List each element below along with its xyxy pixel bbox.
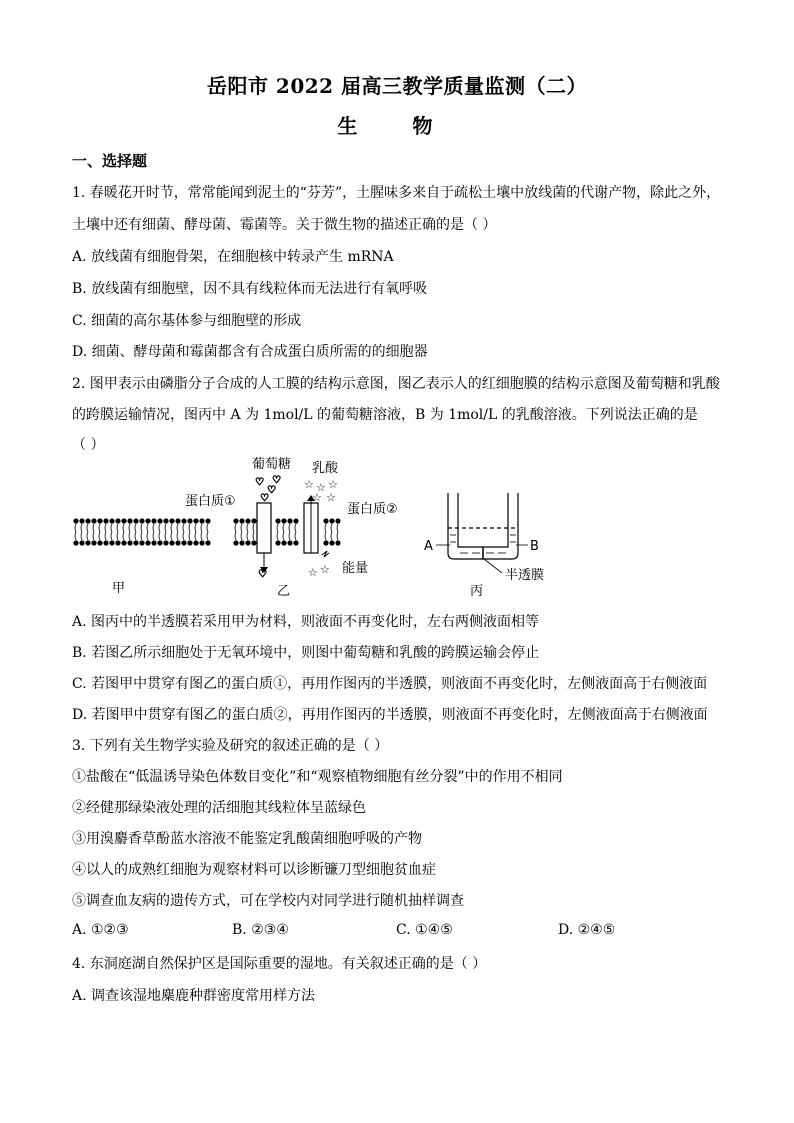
lipid-head bbox=[233, 540, 238, 545]
lipid-tail bbox=[165, 524, 166, 532]
lipid-head bbox=[287, 540, 292, 545]
q1-stem-line2: 土壤中还有细菌、酵母菌、霉菌等。关于微生物的描述正确的是（ ） bbox=[72, 217, 497, 233]
lipid-tail bbox=[93, 532, 94, 540]
q3-option-d: D. ②④⑤ bbox=[558, 922, 616, 938]
star-icon: ☆ bbox=[328, 478, 338, 491]
lipid-head bbox=[239, 518, 244, 523]
lipid-head bbox=[233, 518, 238, 523]
lipid-tail bbox=[241, 532, 242, 540]
lipid-tail bbox=[105, 524, 106, 532]
lipid-head bbox=[109, 540, 114, 545]
lipid-head bbox=[323, 540, 328, 545]
heart-icon: ♡ bbox=[258, 569, 267, 580]
lipid-tail bbox=[111, 532, 112, 540]
lipid-tail bbox=[195, 524, 196, 532]
q1-option-b: B. 放线菌有细胞壁，因不具有线粒体而无法进行有氧呼吸 bbox=[72, 281, 428, 297]
lipid-head bbox=[329, 540, 334, 545]
lipid-head bbox=[193, 540, 198, 545]
lipid-head bbox=[335, 518, 340, 523]
heart-icon: ♡ bbox=[260, 493, 269, 504]
lipid-tail bbox=[183, 532, 184, 540]
lipid-head bbox=[91, 518, 96, 523]
lipid-head bbox=[251, 518, 256, 523]
lipid-head bbox=[85, 518, 90, 523]
u-tube bbox=[448, 493, 518, 559]
lipid-head bbox=[293, 540, 298, 545]
q3-item-4: ④以人的成熟红细胞为观察材料可以诊断镰刀型细胞贫血症 bbox=[72, 862, 436, 878]
q4-option-a: A. 调查该湿地麋鹿种群密度常用样方法 bbox=[72, 988, 316, 1004]
lipid-head bbox=[127, 540, 132, 545]
lipid-tail bbox=[87, 532, 88, 540]
lipid-tail bbox=[177, 524, 178, 532]
q2-stem-line2: 的跨膜运输情况，图丙中 A 为 1mol/L 的葡萄糖溶液，B 为 1mol/L 的乳酸溶液。下列说法正确的是 bbox=[72, 407, 698, 423]
lipid-head bbox=[139, 518, 144, 523]
lipid-head bbox=[157, 518, 162, 523]
label-jia: 甲 bbox=[112, 581, 126, 596]
lipid-head bbox=[181, 518, 186, 523]
q3-item-5: ⑤调查血友病的遗传方式，可在学校内对同学进行随机抽样调查 bbox=[72, 893, 464, 909]
lipid-tail bbox=[201, 532, 202, 540]
lipid-tail bbox=[117, 532, 118, 540]
q2-option-c: C. 若图甲中贯穿有图乙的蛋白质①，再用作图丙的半透膜，则液面不再变化时，左侧液面高于右侧液面 bbox=[72, 676, 708, 692]
lipid-head bbox=[163, 540, 168, 545]
lipid-head bbox=[205, 540, 210, 545]
lipid-tail bbox=[195, 532, 196, 540]
lipid-head bbox=[103, 540, 108, 545]
lipid-head bbox=[281, 540, 286, 545]
star-icon: ☆ bbox=[304, 478, 314, 491]
lipid-head bbox=[109, 518, 114, 523]
lipid-tail bbox=[289, 532, 290, 540]
exam-title: 岳阳市 2022 届高三教学质量监测（二） bbox=[206, 74, 588, 98]
bilayer-jia bbox=[73, 518, 210, 545]
lipid-tail bbox=[283, 524, 284, 532]
lipid-tail bbox=[147, 532, 148, 540]
lipid-head bbox=[187, 518, 192, 523]
lipid-tail bbox=[253, 532, 254, 540]
star-icon: ☆ bbox=[316, 481, 326, 494]
q1-option-a: A. 放线菌有细胞骨架，在细胞核中转录产生 mRNA bbox=[72, 249, 394, 265]
q3-stem: 3. 下列有关生物学实验及研究的叙述正确的是（ ） bbox=[72, 738, 389, 754]
q2-stem-line3: （ ） bbox=[72, 437, 105, 453]
lipid-tail bbox=[331, 532, 332, 540]
lipid-head bbox=[335, 540, 340, 545]
lipid-head bbox=[245, 540, 250, 545]
protein-1 bbox=[257, 503, 271, 553]
lipid-tail bbox=[123, 532, 124, 540]
lipid-tail bbox=[295, 532, 296, 540]
lipid-head bbox=[85, 540, 90, 545]
lipid-head bbox=[145, 518, 150, 523]
lipid-head bbox=[199, 540, 204, 545]
lipid-head bbox=[287, 518, 292, 523]
membrane-leader bbox=[484, 559, 502, 573]
lipid-head bbox=[133, 518, 138, 523]
q4-stem: 4. 东洞庭湖自然保护区是国际重要的湿地。有关叙述正确的是（ ） bbox=[72, 956, 487, 972]
lipid-tail bbox=[241, 524, 242, 532]
lipid-tail bbox=[201, 524, 202, 532]
lipid-head bbox=[175, 540, 180, 545]
heart-icon: ♡ bbox=[267, 485, 276, 496]
q1-option-d: D. 细菌、酵母菌和霉菌都含有合成蛋白质所需的的细胞器 bbox=[72, 344, 428, 360]
lipid-head bbox=[169, 518, 174, 523]
lipid-tail bbox=[75, 532, 76, 540]
q3-item-1: ①盐酸在“低温诱导染色体数目变化”和“观察植物细胞有丝分裂”中的作用不相同 bbox=[72, 769, 563, 785]
lipid-tail bbox=[235, 524, 236, 532]
lipid-head bbox=[323, 518, 328, 523]
lipid-tail bbox=[111, 524, 112, 532]
lipid-head bbox=[181, 540, 186, 545]
lipid-head bbox=[329, 518, 334, 523]
lipid-tail bbox=[325, 524, 326, 532]
label-b: B bbox=[530, 539, 539, 554]
q1-option-c: C. 细菌的高尔基体参与细胞壁的形成 bbox=[72, 313, 302, 329]
lipid-head bbox=[293, 518, 298, 523]
label-lactic: 乳酸 bbox=[312, 461, 339, 476]
q1-stem-line1: 1. 春暖花开时节，常常能闻到泥土的“芬芳”，土腥味多来自于疏松土壤中放线菌的代谢产物，除此之外， bbox=[72, 185, 721, 201]
lipid-head bbox=[121, 518, 126, 523]
lipid-tail bbox=[165, 532, 166, 540]
lipid-tail bbox=[235, 532, 236, 540]
q2-option-b: B. 若图乙所示细胞处于无氧环境中，则图中葡萄糖和乳酸的跨膜运输会停止 bbox=[72, 645, 540, 661]
label-protein2: 蛋白质② bbox=[347, 502, 398, 517]
lipid-tail bbox=[189, 532, 190, 540]
subject-text: 生 物 bbox=[337, 114, 457, 138]
lipid-tail bbox=[189, 524, 190, 532]
q3-item-3: ③用溴麝香草酚蓝水溶液不能鉴定乳酸菌细胞呼吸的产物 bbox=[72, 831, 422, 847]
lipid-head bbox=[275, 518, 280, 523]
lipid-head bbox=[115, 540, 120, 545]
lipid-head bbox=[193, 518, 198, 523]
subject-title bbox=[0, 110, 794, 139]
q3-option-b: B. ②③④ bbox=[232, 922, 289, 938]
star-icon: ☆ bbox=[320, 563, 330, 576]
lipid-head bbox=[205, 518, 210, 523]
label-glucose: 葡萄糖 bbox=[252, 457, 292, 472]
lipid-head bbox=[275, 540, 280, 545]
star-icon: ☆ bbox=[326, 491, 336, 504]
label-membrane: 半透膜 bbox=[505, 568, 545, 583]
label-bing: 丙 bbox=[470, 584, 484, 599]
lipid-head bbox=[157, 540, 162, 545]
lipid-head bbox=[115, 518, 120, 523]
energy-squiggle bbox=[322, 551, 329, 557]
lipid-head bbox=[163, 518, 168, 523]
heart-icon: ♡ bbox=[255, 477, 264, 488]
lipid-tail bbox=[135, 532, 136, 540]
section-heading: 一、选择题 bbox=[72, 152, 148, 170]
lipid-tail bbox=[159, 524, 160, 532]
label-protein1: 蛋白质① bbox=[185, 494, 236, 509]
lipid-head bbox=[79, 518, 84, 523]
lipid-tail bbox=[129, 524, 130, 532]
lipid-head bbox=[73, 540, 78, 545]
lipid-head bbox=[169, 540, 174, 545]
label-energy: 能量 bbox=[342, 561, 369, 576]
lipid-tail bbox=[337, 532, 338, 540]
lipid-tail bbox=[337, 524, 338, 532]
star-icon: ☆ bbox=[308, 566, 318, 579]
lipid-tail bbox=[129, 532, 130, 540]
lipid-tail bbox=[87, 524, 88, 532]
lipid-head bbox=[127, 518, 132, 523]
q2-option-d: D. 若图甲中贯穿有图乙的蛋白质②，再用作图丙的半透膜，则液面不再变化时，左侧液面高于右侧液面 bbox=[72, 707, 708, 723]
lipid-tail bbox=[99, 524, 100, 532]
lipid-tail bbox=[75, 524, 76, 532]
lipid-tail bbox=[283, 532, 284, 540]
lipid-tail bbox=[325, 532, 326, 540]
lipid-head bbox=[139, 540, 144, 545]
lipid-tail bbox=[171, 524, 172, 532]
lipid-tail bbox=[99, 532, 100, 540]
q2-stem-line1: 2. 图甲表示由磷脂分子合成的人工膜的结构示意图，图乙表示人的红细胞膜的结构示意图及葡萄糖和乳酸 bbox=[72, 376, 720, 392]
u-tube-inner bbox=[458, 493, 508, 547]
lipid-tail bbox=[289, 524, 290, 532]
membrane-diagram bbox=[72, 455, 572, 605]
lipid-tail bbox=[135, 524, 136, 532]
lipid-tail bbox=[331, 524, 332, 532]
lipid-head bbox=[281, 518, 286, 523]
q3-item-2: ②经健那绿染液处理的活细胞其线粒体呈蓝绿色 bbox=[72, 800, 366, 816]
lipid-tail bbox=[117, 524, 118, 532]
lipid-head bbox=[133, 540, 138, 545]
q3-option-c: C. ①④⑤ bbox=[396, 922, 453, 938]
lipid-tail bbox=[93, 524, 94, 532]
lipid-tail bbox=[253, 524, 254, 532]
lipid-tail bbox=[183, 524, 184, 532]
lipid-tail bbox=[141, 524, 142, 532]
heart-icon: ♡ bbox=[272, 475, 281, 486]
lipid-head bbox=[121, 540, 126, 545]
lipid-head bbox=[251, 540, 256, 545]
lipid-tail bbox=[277, 524, 278, 532]
lipid-head bbox=[199, 518, 204, 523]
lipid-tail bbox=[123, 524, 124, 532]
lipid-tail bbox=[277, 532, 278, 540]
lipid-head bbox=[97, 518, 102, 523]
lipid-head bbox=[187, 540, 192, 545]
lipid-head bbox=[151, 540, 156, 545]
lipid-tail bbox=[207, 524, 208, 532]
lipid-tail bbox=[247, 532, 248, 540]
bilayer-yi bbox=[233, 518, 340, 545]
lipid-head bbox=[97, 540, 102, 545]
lipid-tail bbox=[153, 532, 154, 540]
lipid-head bbox=[103, 518, 108, 523]
membrane-figure bbox=[72, 455, 572, 605]
lipid-tail bbox=[159, 532, 160, 540]
lipid-tail bbox=[105, 532, 106, 540]
label-yi: 乙 bbox=[277, 584, 291, 599]
lipid-head bbox=[245, 518, 250, 523]
lipid-tail bbox=[247, 524, 248, 532]
lipid-head bbox=[151, 518, 156, 523]
lipid-tail bbox=[171, 532, 172, 540]
q3-option-a: A. ①②③ bbox=[72, 922, 129, 938]
lipid-tail bbox=[141, 532, 142, 540]
lipid-head bbox=[79, 540, 84, 545]
lipid-tail bbox=[207, 532, 208, 540]
lipid-tail bbox=[177, 532, 178, 540]
lipid-tail bbox=[147, 524, 148, 532]
lipid-head bbox=[175, 518, 180, 523]
q2-option-a: A. 图丙中的半透膜若采用甲为材料，则液面不再变化时，左右两侧液面相等 bbox=[72, 614, 540, 630]
label-a: A bbox=[424, 539, 433, 554]
lipid-head bbox=[73, 518, 78, 523]
lipid-tail bbox=[81, 532, 82, 540]
lipid-tail bbox=[81, 524, 82, 532]
lipid-tail bbox=[153, 524, 154, 532]
lipid-tail bbox=[295, 524, 296, 532]
star-icon: ☆ bbox=[312, 491, 322, 504]
lipid-head bbox=[239, 540, 244, 545]
lipid-head bbox=[145, 540, 150, 545]
lipid-head bbox=[91, 540, 96, 545]
